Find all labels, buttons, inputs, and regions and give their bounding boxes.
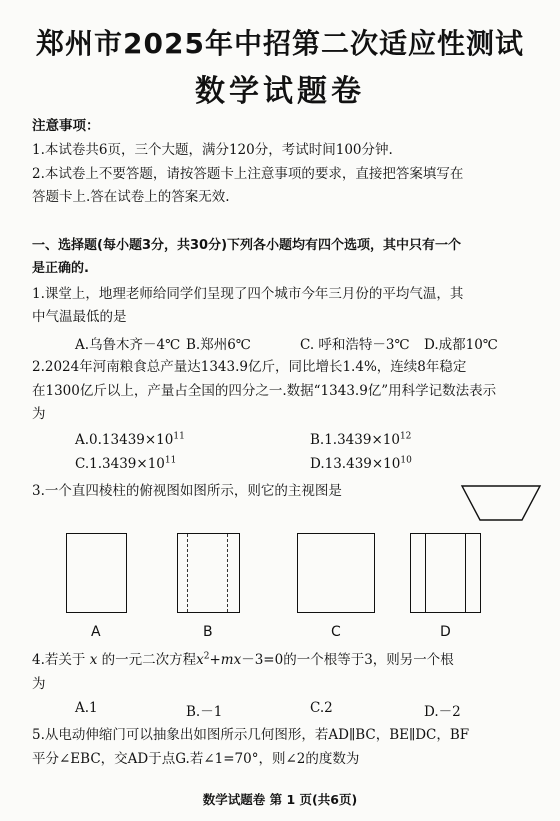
q2-stem-line3: 为 [32,406,46,422]
notes-item-2-line1: 2.本试卷上不要答题，请按答题卡上注意事项的要求，直接把答案填写在 [32,166,464,182]
q2-stem-line2: 在1300亿斤以上，产量占全国的四分之一.数据“1343.9亿”用科学记数法表示 [32,383,497,399]
q2-option-a: $A.0.13439\times 10^{11}$ [75,431,185,448]
q4-stem-line2: 为 [32,676,46,692]
q3-figure-b-dashed-left [187,534,188,612]
q2-option-d: $D.13.439\times 10^{10}$ [310,455,412,472]
q1-option-b: B.郑州6℃ [186,337,251,353]
q4-option-d: D.－2 [424,704,461,720]
q3-label-b: B [203,624,213,640]
q1-option-a: A.乌鲁木齐－4℃ [75,337,181,353]
q4-option-c: C.2 [310,700,333,716]
q1-option-d: D.成都10℃ [424,337,498,353]
q3-label-a: A [91,624,101,640]
q3-figure-a [66,533,127,613]
q3-figure-c [297,533,375,613]
q3-figure-d-line-left [425,534,426,612]
q3-figure-d-line-right [465,534,466,612]
section1-heading-line2: 是正确的. [32,261,89,276]
q3-figure-b [177,533,240,613]
q1-stem-line2: 中气温最低的是 [32,309,127,325]
q2-stem-line1: 2.2024年河南粮食总产量达1343.9亿斤，同比增长1.4%，连续8年稳定 [32,359,467,375]
q5-stem-line2: 平分∠EBC，交AD于点G.若∠1=70°，则∠2的度数为 [32,751,360,767]
q3-top-view-trapezoid [460,484,542,524]
q4-stem-line1: 4.若关于 x 的一元二次方程$x^2+mx-3=0$的一个根等于3，则另一个根 [32,651,454,668]
q2-option-b: $B.1.3439\times 10^{12}$ [310,431,412,448]
notes-item-1: 1.本试卷共6页，三个大题，满分120分，考试时间100分钟. [32,142,393,158]
q3-stem: 3.一个直四棱柱的俯视图如图所示，则它的主视图是 [32,483,342,499]
notes-item-2-line2: 答题卡上.答在试卷上的答案无效. [32,189,230,205]
exam-title: 郑州市2025年中招第二次适应性测试 [36,27,524,60]
q3-label-c: C [331,624,341,640]
q1-stem-line1: 1.课堂上，地理老师给同学们呈现了四个城市今年三月份的平均气温，其 [32,286,464,302]
q4-option-a: A.1 [75,700,98,716]
q3-figure-b-dashed-right [227,534,228,612]
page-footer: 数学试题卷 第 1 页(共6页) [202,792,358,807]
q5-stem-line1: 5.从电动伸缩门可以抽象出如图所示几何图形，若AD∥BC，BE∥DC，BF [32,727,470,743]
q3-figure-d [410,533,481,613]
q4-option-b: B.－1 [186,704,223,720]
section1-heading-line1: 一、选择题(每小题3分，共30分)下列各小题均有四个选项，其中只有一个 [32,238,462,253]
q3-label-d: D [440,624,451,640]
q2-option-c: $C.1.3439\times 10^{11}$ [75,455,177,472]
exam-subtitle: 数学试题卷 [195,74,365,109]
q1-option-c: C. 呼和浩特－3℃ [300,337,410,353]
notes-heading: 注意事项： [32,118,100,134]
